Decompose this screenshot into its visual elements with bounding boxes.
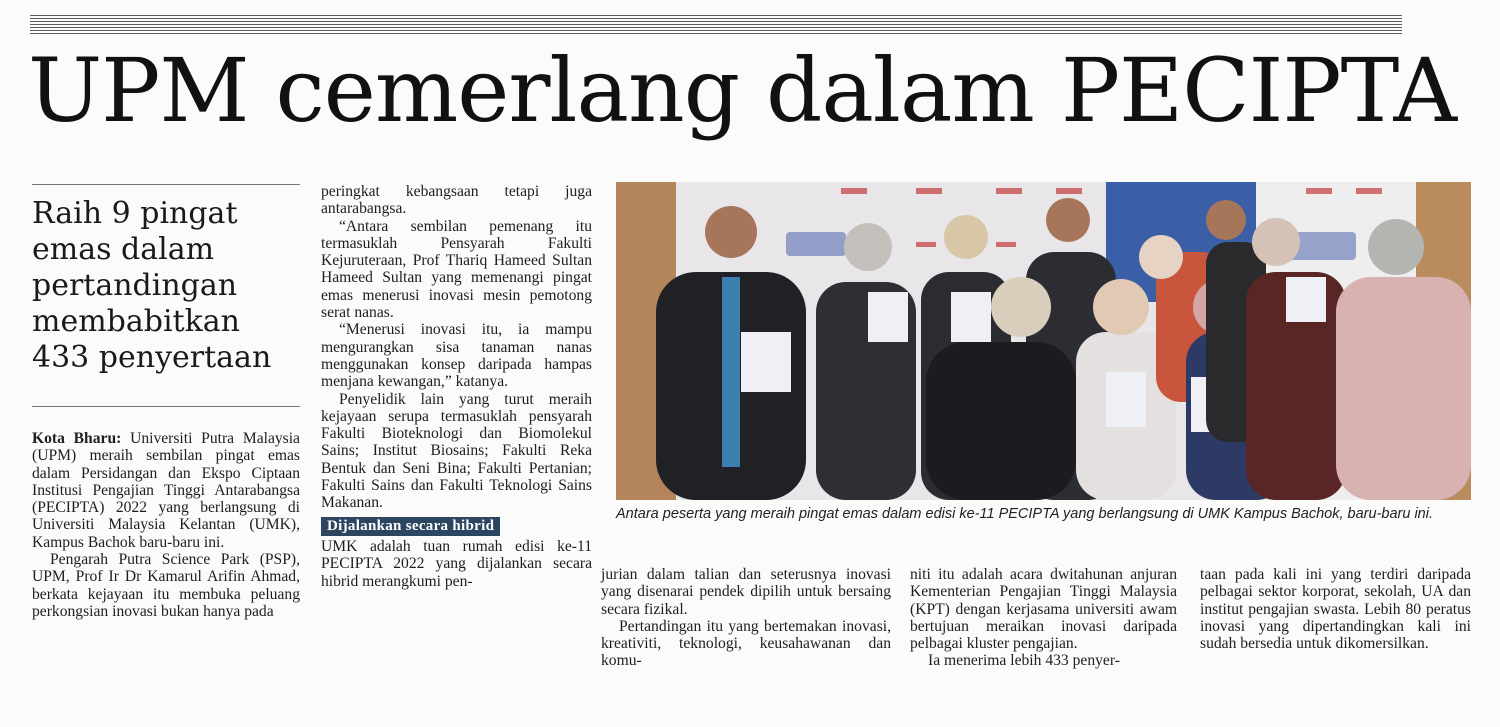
paragraph: Pengarah Putra Science Park (PSP), UPM, Prof Ir Dr Kamarul Arifin Ahmad, berkata kejayaan itu membuka peluang perkongsian inovasi bukan hanya pada: [32, 551, 300, 620]
deck-top-rule: [32, 184, 300, 185]
subhead: Dijalankan secara hibrid: [321, 517, 500, 536]
paragraph: “Antara sembilan pemenang itu termasuklah Pensyarah Fakulti Kejuruteraan, Prof Thariq Hameed Sultan Hameed Sultan yang memenangi pingat emas menerusi inovasi mesin pemotong serat nanas.: [321, 217, 592, 322]
photo-caption: Antara peserta yang meraih pingat emas dalam edisi ke-11 PECIPTA yang berlangsung di UMK Kampus Bachok, baru-baru ini.: [616, 506, 1433, 522]
paragraph: Kota Bharu: Universiti Putra Malaysia (UPM) meraih sembilan pingat emas dalam Persidangan dan Ekspo Ciptaan Institusi Pengajian Tinggi Antarabangsa (PECIPTA) 2022 yang berlangsung di Universiti Malaysia Kelantan (UMK), Kampus Bachok baru-baru ini.: [32, 430, 300, 551]
paragraph: Ia menerima lebih 433 penyer-: [928, 652, 1120, 670]
paragraph: UMK adalah tuan rumah edisi ke-11 PECIPTA 2022 yang dijalankan secara hibrid merangkumi pen-: [321, 537, 592, 590]
dateline: Kota Bharu:: [32, 430, 122, 447]
column-5: [1200, 566, 1471, 652]
paragraph: taan pada kali ini yang terdiri daripada pelbagai sektor korporat, sekolah, UA dan institut pengajian swasta. Lebih 80 peratus inovasi yang dipertandingkan kali ini sudah bersedia untuk dikomersilkan.: [1200, 566, 1471, 653]
column-1: [32, 430, 300, 620]
deck-bottom-rule: [32, 406, 300, 407]
paragraph: Pertandingan itu yang bertemakan inovasi, kreativiti, teknologi, keusahawanan dan komu-: [601, 617, 891, 670]
column-4: [910, 566, 1177, 670]
paragraph: Penyelidik lain yang turut meraih kejayaan serupa termasuklah pensyarah Fakulti Bioteknologi dan Biomolekul Sains; Institut Biosains; Fakulti Reka Bentuk dan Seni Bina; Fakulti Pertanian; Fakulti Sains dan Fakulti Teknologi Sains Makanan.: [321, 390, 592, 512]
event-photo: [616, 182, 1471, 500]
headline: UPM cemerlang dalam PECIPTA: [28, 39, 1457, 142]
column-3: [601, 566, 891, 670]
deck: Raih 9 pingat emas dalam pertandingan membabitkan 433 penyertaan: [32, 196, 272, 375]
paragraph: peringkat kebangsaan tetapi juga antarabangsa.: [321, 183, 592, 218]
paragraph: jurian dalam talian dan seterusnya inovasi yang disenarai pendek dipilih untuk bersaing secara fizikal.: [601, 566, 891, 618]
column-2: [321, 183, 592, 590]
masthead-rules: [30, 15, 1402, 35]
paragraph: niti itu adalah acara dwitahunan anjuran Kementerian Pengajian Tinggi Malaysia (KPT) dengan kerjasama universiti awam bertujuan meraikan inovasi daripada pelbagai kluster pengajian.: [910, 566, 1177, 653]
paragraph: “Menerusi inovasi itu, ia mampu mengurangkan sisa tanaman nanas menggunakan konsep daripada hampas menjana kewangan,” katanya.: [321, 321, 592, 391]
